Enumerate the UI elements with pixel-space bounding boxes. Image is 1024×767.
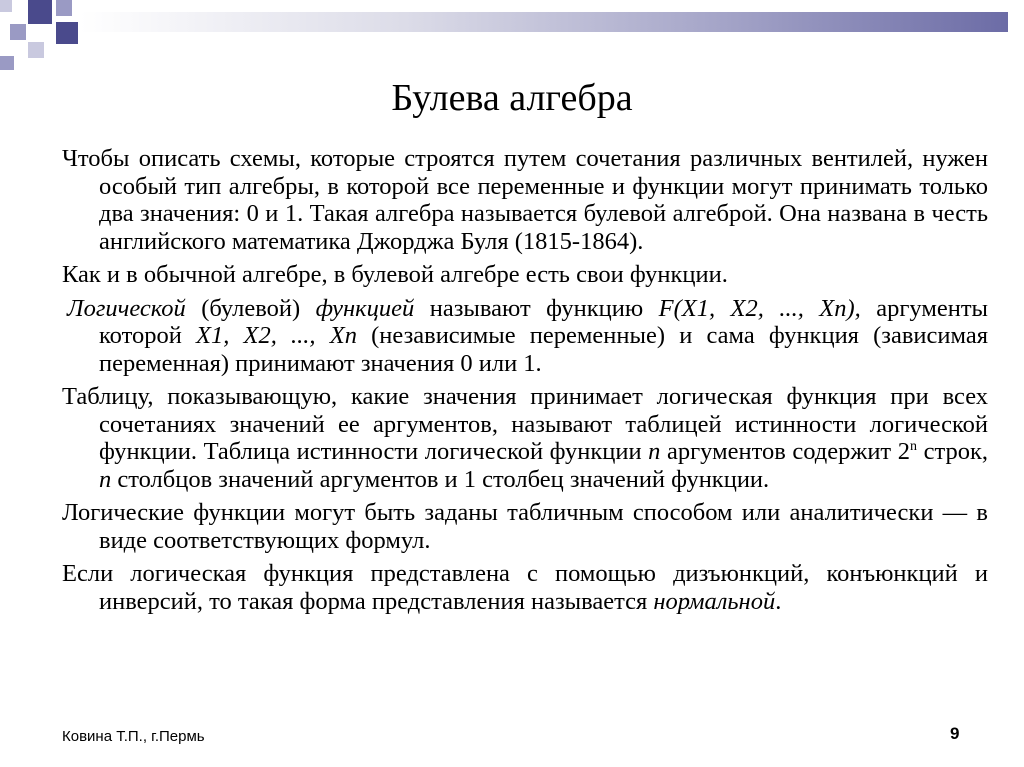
term-function: функцией — [315, 294, 415, 322]
superscript-n: n — [909, 438, 917, 454]
slide-body — [62, 145, 988, 621]
var-n-2: n — [99, 465, 112, 493]
paragraph-1: Чтобы описать схемы, которые строятся путем сочетания различных вентилей, нужен особый тип алгебры, в которой все переменные и функции могут принимать только два значения: 0 и 1. Такая алгебра называется булевой алгеброй. Она названа в честь английского математика Джорджа Буля (1815-1864). — [62, 145, 988, 255]
paragraph-6 — [62, 560, 988, 615]
p3-text-b: (булевой) — [185, 294, 316, 322]
p4-text-a: Таблицу, показывающую, какие значения принимает логическая функция при всех сочетаниях значений ее аргументов, называют таблицей истинности логической функции. Таблица истинности логической функции — [62, 383, 988, 465]
term-logical: Логической — [67, 294, 186, 322]
function-notation: F(X1, X2, ..., Xn), — [658, 294, 861, 322]
p6-text-a: Если логическая функция представлена с помощью дизъюнкций, конъюнкций и инверсий, то такая форма представления называется — [62, 560, 988, 615]
p3-text-h: (независимые переменные) и сама функция (зависимая переменная) принимают значения 0 или 1. — [99, 322, 988, 377]
term-normal: нормальной — [653, 587, 776, 615]
var-n: n — [648, 438, 661, 465]
p4-text-c: аргументов содержит 2 — [660, 438, 910, 465]
header-gradient-bar — [80, 12, 1008, 32]
paragraph-4 — [62, 383, 988, 493]
paragraph-3 — [62, 295, 988, 378]
p6-text-c: . — [775, 587, 782, 615]
arguments-notation: X1, X2, ..., Xn — [196, 322, 357, 349]
p4-text-e: строк, — [916, 438, 988, 465]
p3-text-f: аргументы которой — [99, 294, 988, 349]
page-number: 9 — [950, 724, 960, 743]
p3-text-d: называют функцию — [414, 294, 659, 322]
footer-author: Ковина Т.П., г.Пермь — [62, 728, 205, 745]
paragraph-2: Как и в обычной алгебре, в булевой алгебре есть свои функции. — [62, 261, 728, 288]
slide-title: Булева алгебра — [391, 77, 633, 119]
p4-text-g: столбцов значений аргументов и 1 столбец значений функции. — [111, 465, 770, 493]
paragraph-5: Логические функции могут быть заданы табличным способом или аналитически — в виде соответствующих формул. — [62, 499, 988, 554]
